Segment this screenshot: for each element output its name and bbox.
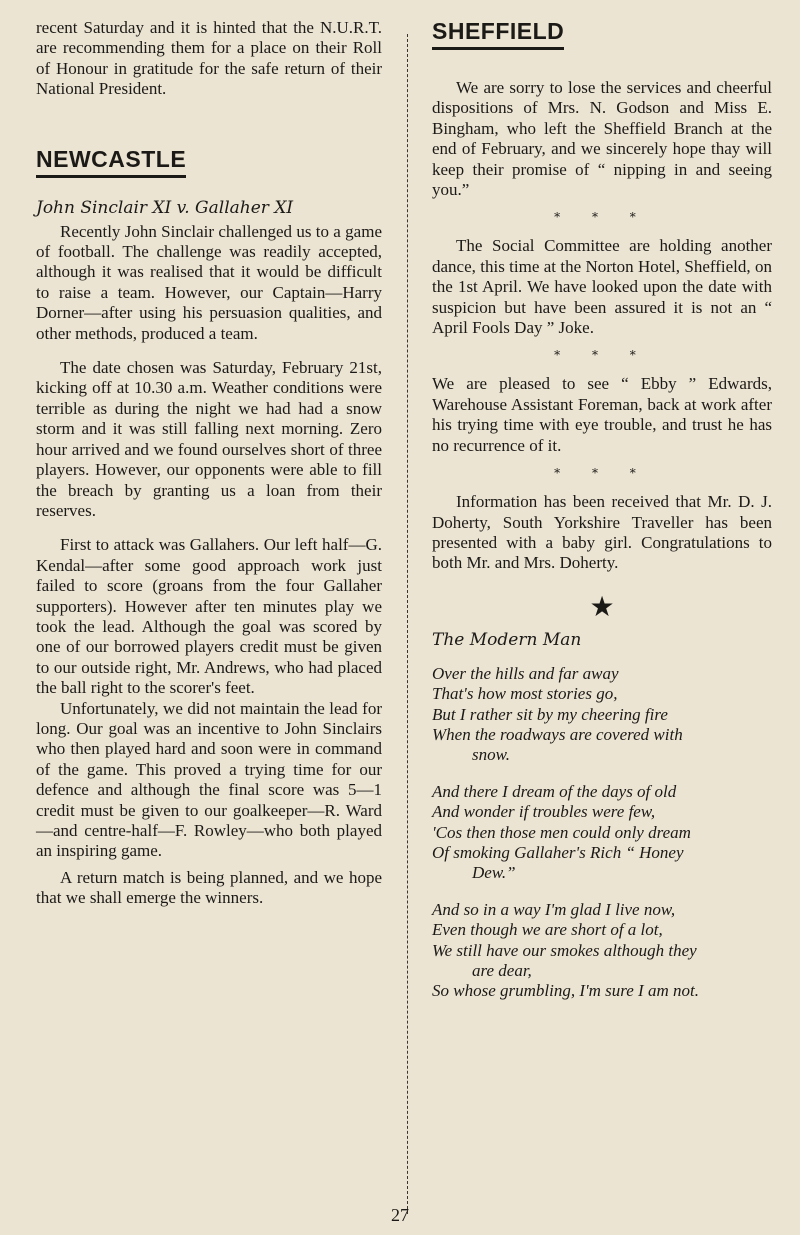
poem-line: Even though we are short of a lot,: [432, 920, 663, 940]
poem-line: We still have our smokes although they: [432, 940, 697, 960]
poem-stanza: [432, 782, 772, 884]
poem-line: That's how most stories go,: [432, 684, 618, 704]
poem-line: are dear,: [472, 961, 532, 980]
paragraph: A return match is being planned, and we hope that we shall emerge the winners.: [36, 867, 382, 908]
poem-line: Dew.”: [472, 863, 516, 883]
paragraph: We are sorry to lose the services and cheerful dispositions of Mrs. N. Godson and Miss E. Bingham, who left the Sheffield Branch at the end of February, and we sincerely hope thay will keep their promise of “ nipping in and seeing you.”: [432, 78, 772, 200]
paragraph: Unfortunately, we did not maintain the lead for long. Our goal was an incentive to John Sinclairs who then played hard and soon were in command of the game. This proved a trying time for our defence and although the final score was 5—1 credit must be given to our goalkeeper—R. Ward—and centre-half—F. Rowley—who both played an inspiring game.: [36, 698, 382, 861]
paragraph: The Social Committee are holding another dance, this time at the Norton Hotel, Sheffield, on the 1st April. We have looked upon the date with suspicion but have been assured it is not an “ April Fools Day ” Joke.: [432, 236, 772, 338]
poem-line: So whose grumbling, I'm sure I am not.: [432, 981, 699, 1001]
poem-line: And wonder if troubles were few,: [432, 802, 656, 822]
column-divider: [407, 34, 408, 1214]
poem-line: When the roadways are covered with: [432, 724, 683, 744]
poem-stanza: [432, 900, 772, 1002]
star-separator: * * *: [554, 348, 650, 363]
poem-line: snow.: [472, 745, 510, 765]
poem-line: And there I dream of the days of old: [432, 781, 677, 801]
match-subheading: John Sinclair XI v. Gallaher XI: [36, 197, 294, 218]
newcastle-heading: NEWCASTLE: [36, 146, 186, 178]
paragraph: We are pleased to see “ Ebby ” Edwards, Warehouse Assistant Foreman, back at work after his trying time with eye trouble, and trust he has no recurrence of it.: [432, 374, 772, 455]
poem-title: The Modern Man: [432, 629, 582, 650]
sheffield-heading: SHEFFIELD: [432, 18, 564, 50]
paragraph: Information has been received that Mr. D. J. Doherty, South Yorkshire Traveller has been presented with a baby girl. Congratulations to both Mr. and Mrs. Doherty.: [432, 492, 772, 573]
poem: [432, 630, 772, 1002]
poem-line: Over the hills and far away: [432, 663, 619, 683]
star-icon: ★: [589, 589, 615, 623]
poem-line: Of smoking Gallaher's Rich “ Honey: [432, 842, 684, 862]
paragraph: Recently John Sinclair challenged us to a game of football. The challenge was readily accepted, although it was realised that it would be difficult to raise a team. However, our Captain—Harry Dorner—after using his persuasion qualities, and other methods, produced a team.: [36, 221, 382, 343]
paragraph: The date chosen was Saturday, February 21st, kicking off at 10.30 a.m. Weather conditions were terrible as during the night we had had a snow storm and it was still falling next morning. Zero hour arrived and we found ourselves short of three players. However, our opponents were able to fill the breach by granting us a loan from their reserves.: [36, 358, 382, 520]
poem-stanza: [432, 664, 772, 766]
poem-line: 'Cos then those men could only dream: [432, 822, 691, 842]
poem-line: But I rather sit by my cheering fire: [432, 704, 668, 724]
star-separator: * * *: [554, 210, 650, 225]
poem-line: And so in a way I'm glad I live now,: [432, 899, 676, 919]
intro-paragraph: recent Saturday and it is hinted that the N.U.R.T. are recommending them for a place on their Roll of Honour in gratitude for the safe return of their National President.: [36, 18, 382, 99]
left-column: [36, 18, 382, 909]
page-number: 27: [391, 1205, 409, 1225]
paragraph: First to attack was Gallahers. Our left half—G. Kendal—after some good approach work just failed to score (groans from the four Gallaher supporters). However after ten minutes play we took the lead. Although the goal was scored by one of our borrowed players credit must be given to our outside right, Mr. Andrews, who had placed the ball right to the scorer's feet.: [36, 535, 382, 698]
star-separator: * * *: [554, 466, 650, 481]
right-column: [432, 18, 772, 1018]
